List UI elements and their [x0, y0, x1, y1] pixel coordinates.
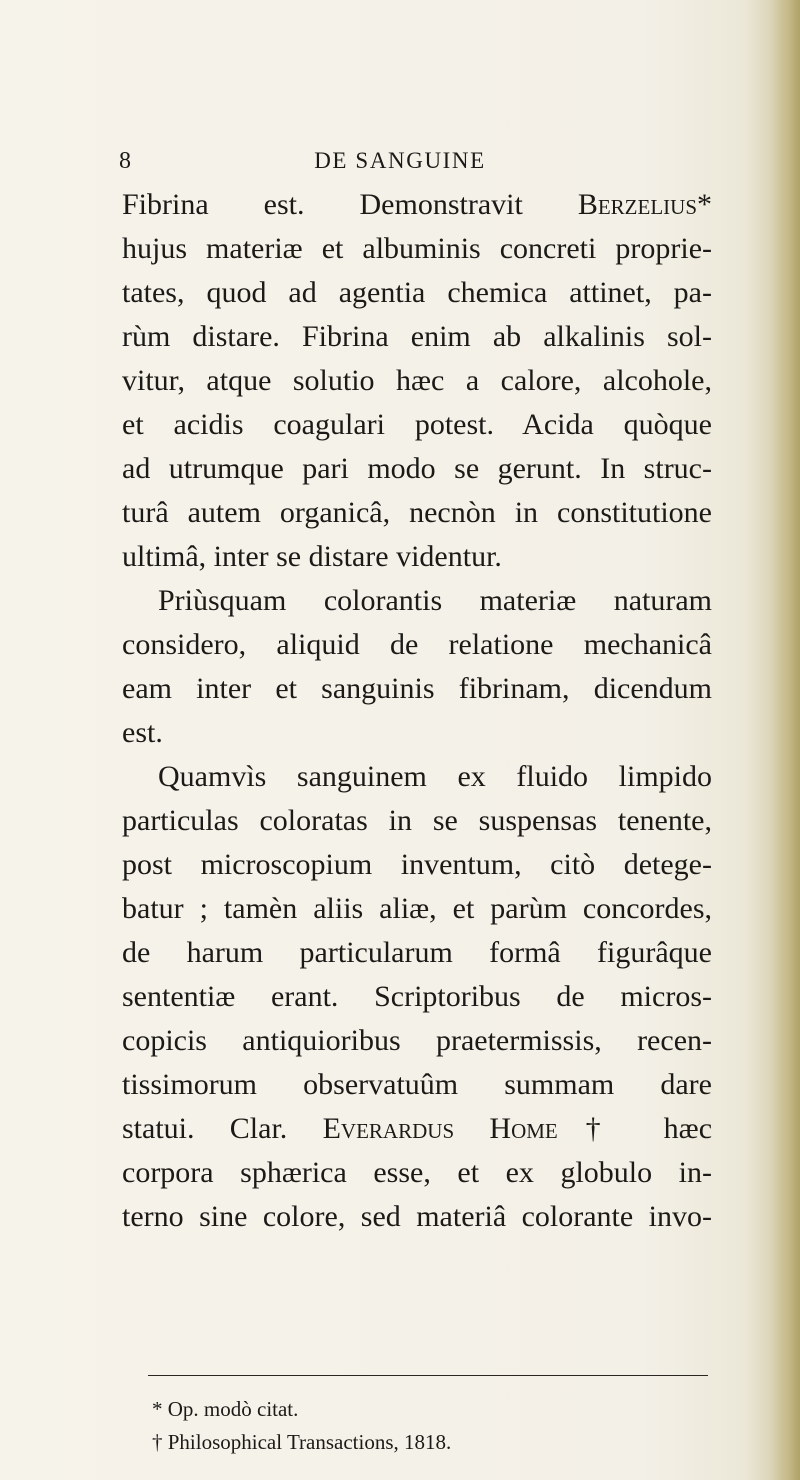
- text-line: particulas coloratas in se suspensas tenente,: [122, 804, 712, 837]
- text-line: ad utrumque pari modo se gerunt. In struc-: [122, 452, 712, 485]
- body-text: [122, 183, 712, 1239]
- page-edge-shadow: [770, 0, 800, 1480]
- text-line: Fibrina est. Demonstravit Berzelius*: [122, 188, 712, 221]
- text-line: corpora sphærica esse, et ex globulo in-: [122, 1156, 712, 1189]
- text-line: post microscopium inventum, citò detege-: [122, 848, 712, 881]
- text-line: tissimorum observatuûm summam dare: [122, 1068, 712, 1101]
- text-line-paragraph-end: est.: [122, 716, 163, 749]
- text-line-paragraph-end: ultimâ, inter se distare videntur.: [122, 540, 502, 573]
- text-line: considero, aliquid de relatione mechanicâ: [122, 628, 712, 661]
- text-line: terno sine colore, sed materiâ colorante invo-: [122, 1200, 712, 1233]
- running-title: DE SANGUINE: [314, 148, 486, 173]
- footnote-asterisk: * Op. modò citat.: [152, 1397, 299, 1421]
- author-name-berzelius: Berzelius: [577, 188, 697, 221]
- text-line: copicis antiquioribus praetermissis, recen-: [122, 1024, 712, 1057]
- text-line: sententiæ erant. Scriptoribus de micros-: [122, 980, 712, 1013]
- text-line: statui. Clar. Everardus Home† hæc: [122, 1112, 712, 1145]
- text-line-paragraph-start: Quamvìs sanguinem ex fluido limpido: [158, 760, 712, 793]
- text-line: eam inter et sanguinis fibrinam, dicendum: [122, 672, 712, 705]
- text-line-paragraph-start: Priùsquam colorantis materiæ naturam: [158, 584, 712, 617]
- text-line: et acidis coagulari potest. Acida quòque: [122, 408, 712, 441]
- text-line: rùm distare. Fibrina enim ab alkalinis sol-: [122, 320, 712, 353]
- text-line: turâ autem organicâ, necnòn in constitutione: [122, 496, 712, 529]
- footnote-dagger: † Philosophical Transactions, 1818.: [152, 1430, 452, 1454]
- text-line: tates, quod ad agentia chemica attinet, pa-: [122, 276, 712, 309]
- footnotes: [152, 1393, 451, 1459]
- author-name-everardus-home: Everardus Home: [322, 1112, 558, 1145]
- text-line: batur ; tamèn aliis aliæ, et parùm concordes,: [122, 892, 712, 925]
- page-number: 8: [119, 148, 131, 174]
- text-line: de harum particularum formâ figurâque: [122, 936, 712, 969]
- text-line: hujus materiæ et albuminis concreti proprie-: [122, 232, 712, 265]
- text-line: vitur, atque solutio hæc a calore, alcohole,: [122, 364, 712, 397]
- footnote-divider: [148, 1375, 708, 1376]
